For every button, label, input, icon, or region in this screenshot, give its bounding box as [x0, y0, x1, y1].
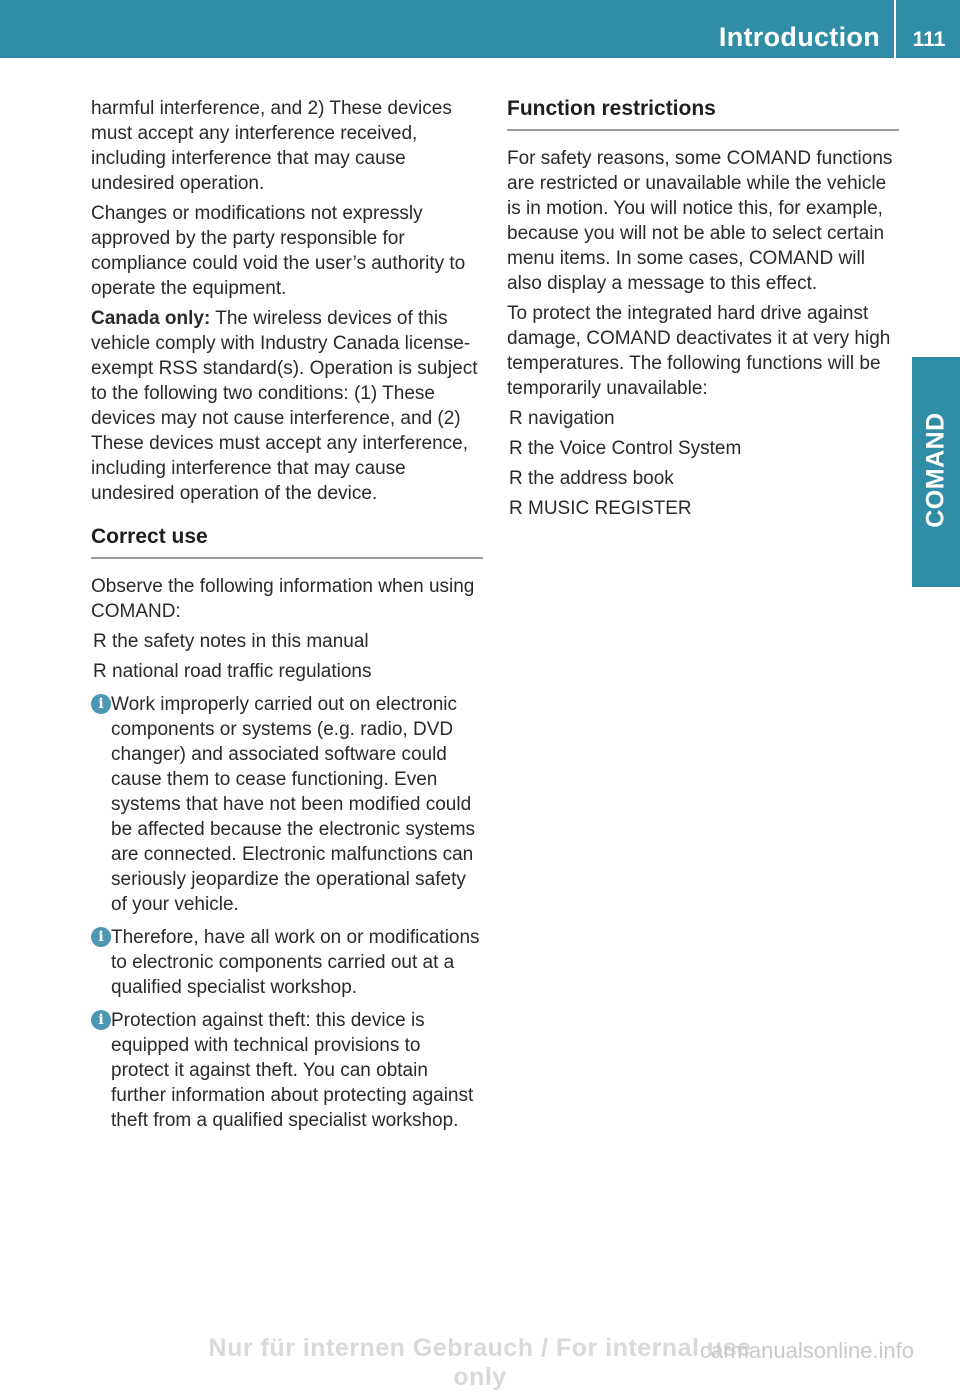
bullet-marker: R: [509, 498, 523, 519]
list-item-text: the Voice Control System: [528, 438, 742, 459]
info-note-text: Protection against theft: this device is equipped with technical provisions to protect it against theft. You can obtain further information about protecting against theft from a qualified specialist workshop.: [111, 1010, 474, 1131]
list-item: [507, 466, 899, 491]
header-divider: [894, 0, 896, 58]
info-icon: i: [91, 927, 111, 947]
side-tab: [912, 357, 960, 587]
list-item-text: national road traffic regulations: [112, 661, 372, 682]
paragraph: harmful interference, and 2) These devices must accept any interference received, including interference that may cause undesired operation.: [91, 98, 452, 194]
list-item-text: navigation: [528, 408, 615, 429]
paragraph: [91, 306, 483, 506]
right-column: [507, 96, 899, 526]
paragraph: Observe the following information when using COMAND:: [91, 576, 475, 622]
bullet-marker: R: [509, 438, 523, 459]
side-tab-label: COMAND: [921, 412, 950, 528]
list-item: [507, 496, 899, 521]
paragraph: To protect the integrated hard drive against damage, COMAND deactivates it at very high temperatures. The following functions will be temporarily unavailable:: [507, 303, 891, 399]
info-icon: i: [91, 1010, 111, 1030]
bullet-marker: R: [509, 468, 523, 489]
info-note-text: Therefore, have all work on or modifications to electronic components carried out at a qualified specialist workshop.: [111, 927, 480, 998]
list-item-text: MUSIC REGISTER: [528, 498, 692, 519]
paragraph: For safety reasons, some COMAND functions are restricted or unavailable while the vehicle is in motion. You will notice this, for example, because you will not be able to select certain menu items. In some cases, COMAND will also display a message to this effect.: [507, 148, 893, 294]
list-item: [507, 436, 899, 461]
section-heading: Function restrictions: [507, 96, 899, 131]
left-column: [91, 96, 483, 1141]
watermark: Nur für internen Gebrauch / For internal use only: [208, 1334, 752, 1391]
info-note-text: Work improperly carried out on electronic components or systems (e.g. radio, DVD changer) and associated software could cause them to cease functioning. Even systems that have not been modified could be affected because the electronic systems are connected. Electronic malfunctions can seriously jeopardize the operational safety of your vehicle.: [111, 694, 476, 915]
bullet-marker: R: [93, 631, 107, 652]
list-item: [91, 629, 483, 654]
page-number: 111: [912, 28, 946, 51]
watermark-site: carmanualsonline.info: [700, 1338, 915, 1363]
list-item: [91, 659, 483, 684]
section-heading: Correct use: [91, 524, 483, 559]
info-note: [91, 692, 483, 917]
list-item-text: the safety notes in this manual: [112, 631, 369, 652]
list-item-text: the address book: [528, 468, 674, 489]
section-title: Introduction: [718, 22, 880, 52]
info-note: [91, 925, 483, 1000]
list-item: [507, 406, 899, 431]
paragraph-text: The wireless devices of this vehicle comply with Industry Canada license-exempt RSS standard(s). Operation is subject to the following two conditions: (1) These devices may not cause interference, and (2) These devices must accept any interference, including interference that may cause undesired operation of the device.: [91, 308, 478, 504]
info-note: [91, 1008, 483, 1133]
bold-label: Canada only:: [91, 308, 211, 329]
bullet-marker: R: [509, 408, 523, 429]
bullet-marker: R: [93, 661, 107, 682]
header-bar: [0, 0, 960, 58]
paragraph: Changes or modifications not expressly approved by the party responsible for compliance could void the user’s authority to operate the equipment.: [91, 203, 466, 299]
info-icon: i: [91, 694, 111, 714]
